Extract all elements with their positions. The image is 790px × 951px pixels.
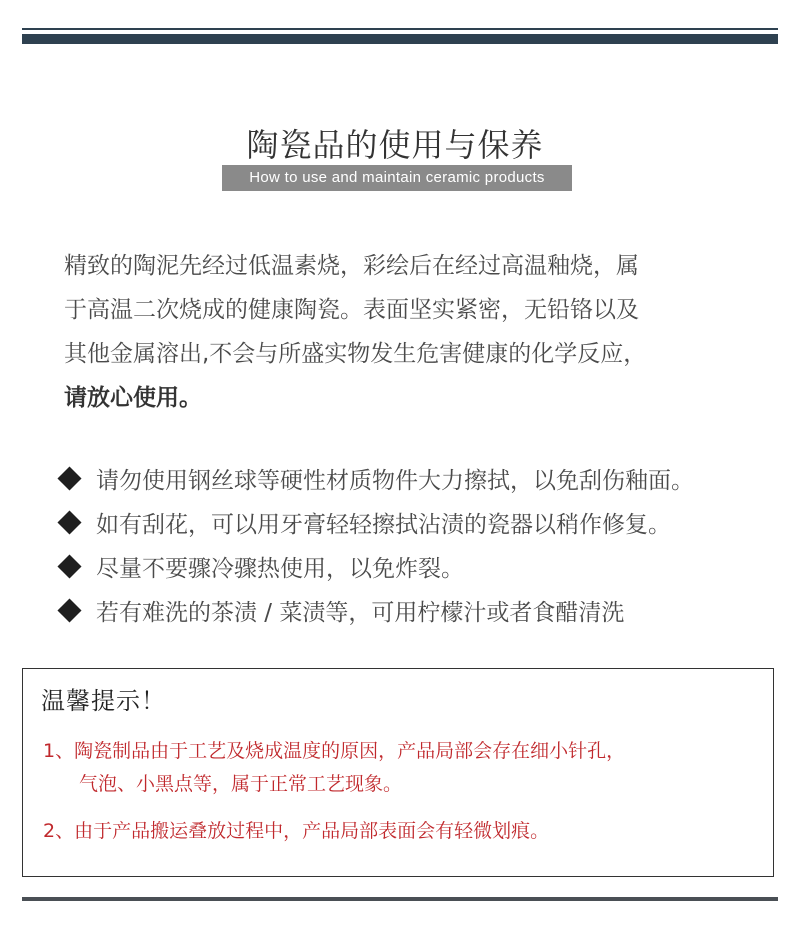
- page-subtitle: How to use and maintain ceramic products: [222, 165, 572, 191]
- notice-title: 温馨提示！: [41, 687, 166, 715]
- tip-text: 尽量不要骤冷骤热使用，以免炸裂。: [96, 555, 464, 582]
- diamond-bullet-icon: [57, 598, 81, 622]
- tip-text: 请勿使用钢丝球等硬性材质物件大力擦拭，以免刮伤釉面。: [96, 467, 694, 494]
- top-divider-thick: [22, 34, 778, 44]
- list-item: [56, 456, 776, 500]
- list-item: [56, 588, 776, 632]
- diamond-bullet-icon: [57, 466, 81, 490]
- bottom-divider: [22, 897, 778, 901]
- list-item: [56, 500, 776, 544]
- tip-text: 若有难洗的茶渍 / 菜渍等，可用柠檬汁或者食醋清洗: [96, 599, 625, 626]
- notice-box: [22, 668, 774, 877]
- intro-line: 精致的陶泥先经过低温素烧，彩绘后在经过高温釉烧，属: [64, 253, 639, 279]
- page-title: 陶瓷品的使用与保养: [246, 126, 544, 164]
- intro-emphasis: 请放心使用。: [64, 385, 202, 411]
- intro-line: 于高温二次烧成的健康陶瓷。表面坚实紧密，无铅铬以及: [64, 297, 639, 323]
- intro-paragraph: [64, 244, 744, 420]
- notice-item-1: 1、陶瓷制品由于工艺及烧成温度的原因，产品局部会存在细小针孔，: [43, 740, 626, 762]
- notice-item-2: 2、由于产品搬运叠放过程中，产品局部表面会有轻微划痕。: [43, 820, 550, 842]
- diamond-bullet-icon: [57, 510, 81, 534]
- intro-line: 其他金属溶出,不会与所盛实物发生危害健康的化学反应，: [64, 341, 647, 367]
- top-divider-thin: [22, 28, 778, 30]
- care-tips-list: [56, 456, 776, 632]
- list-item: [56, 544, 776, 588]
- diamond-bullet-icon: [57, 554, 81, 578]
- notice-item-1-continued: 气泡、小黑点等，属于正常工艺现象。: [79, 773, 403, 795]
- tip-text: 如有刮花，可以用牙膏轻轻擦拭沾渍的瓷器以稍作修复。: [96, 511, 671, 538]
